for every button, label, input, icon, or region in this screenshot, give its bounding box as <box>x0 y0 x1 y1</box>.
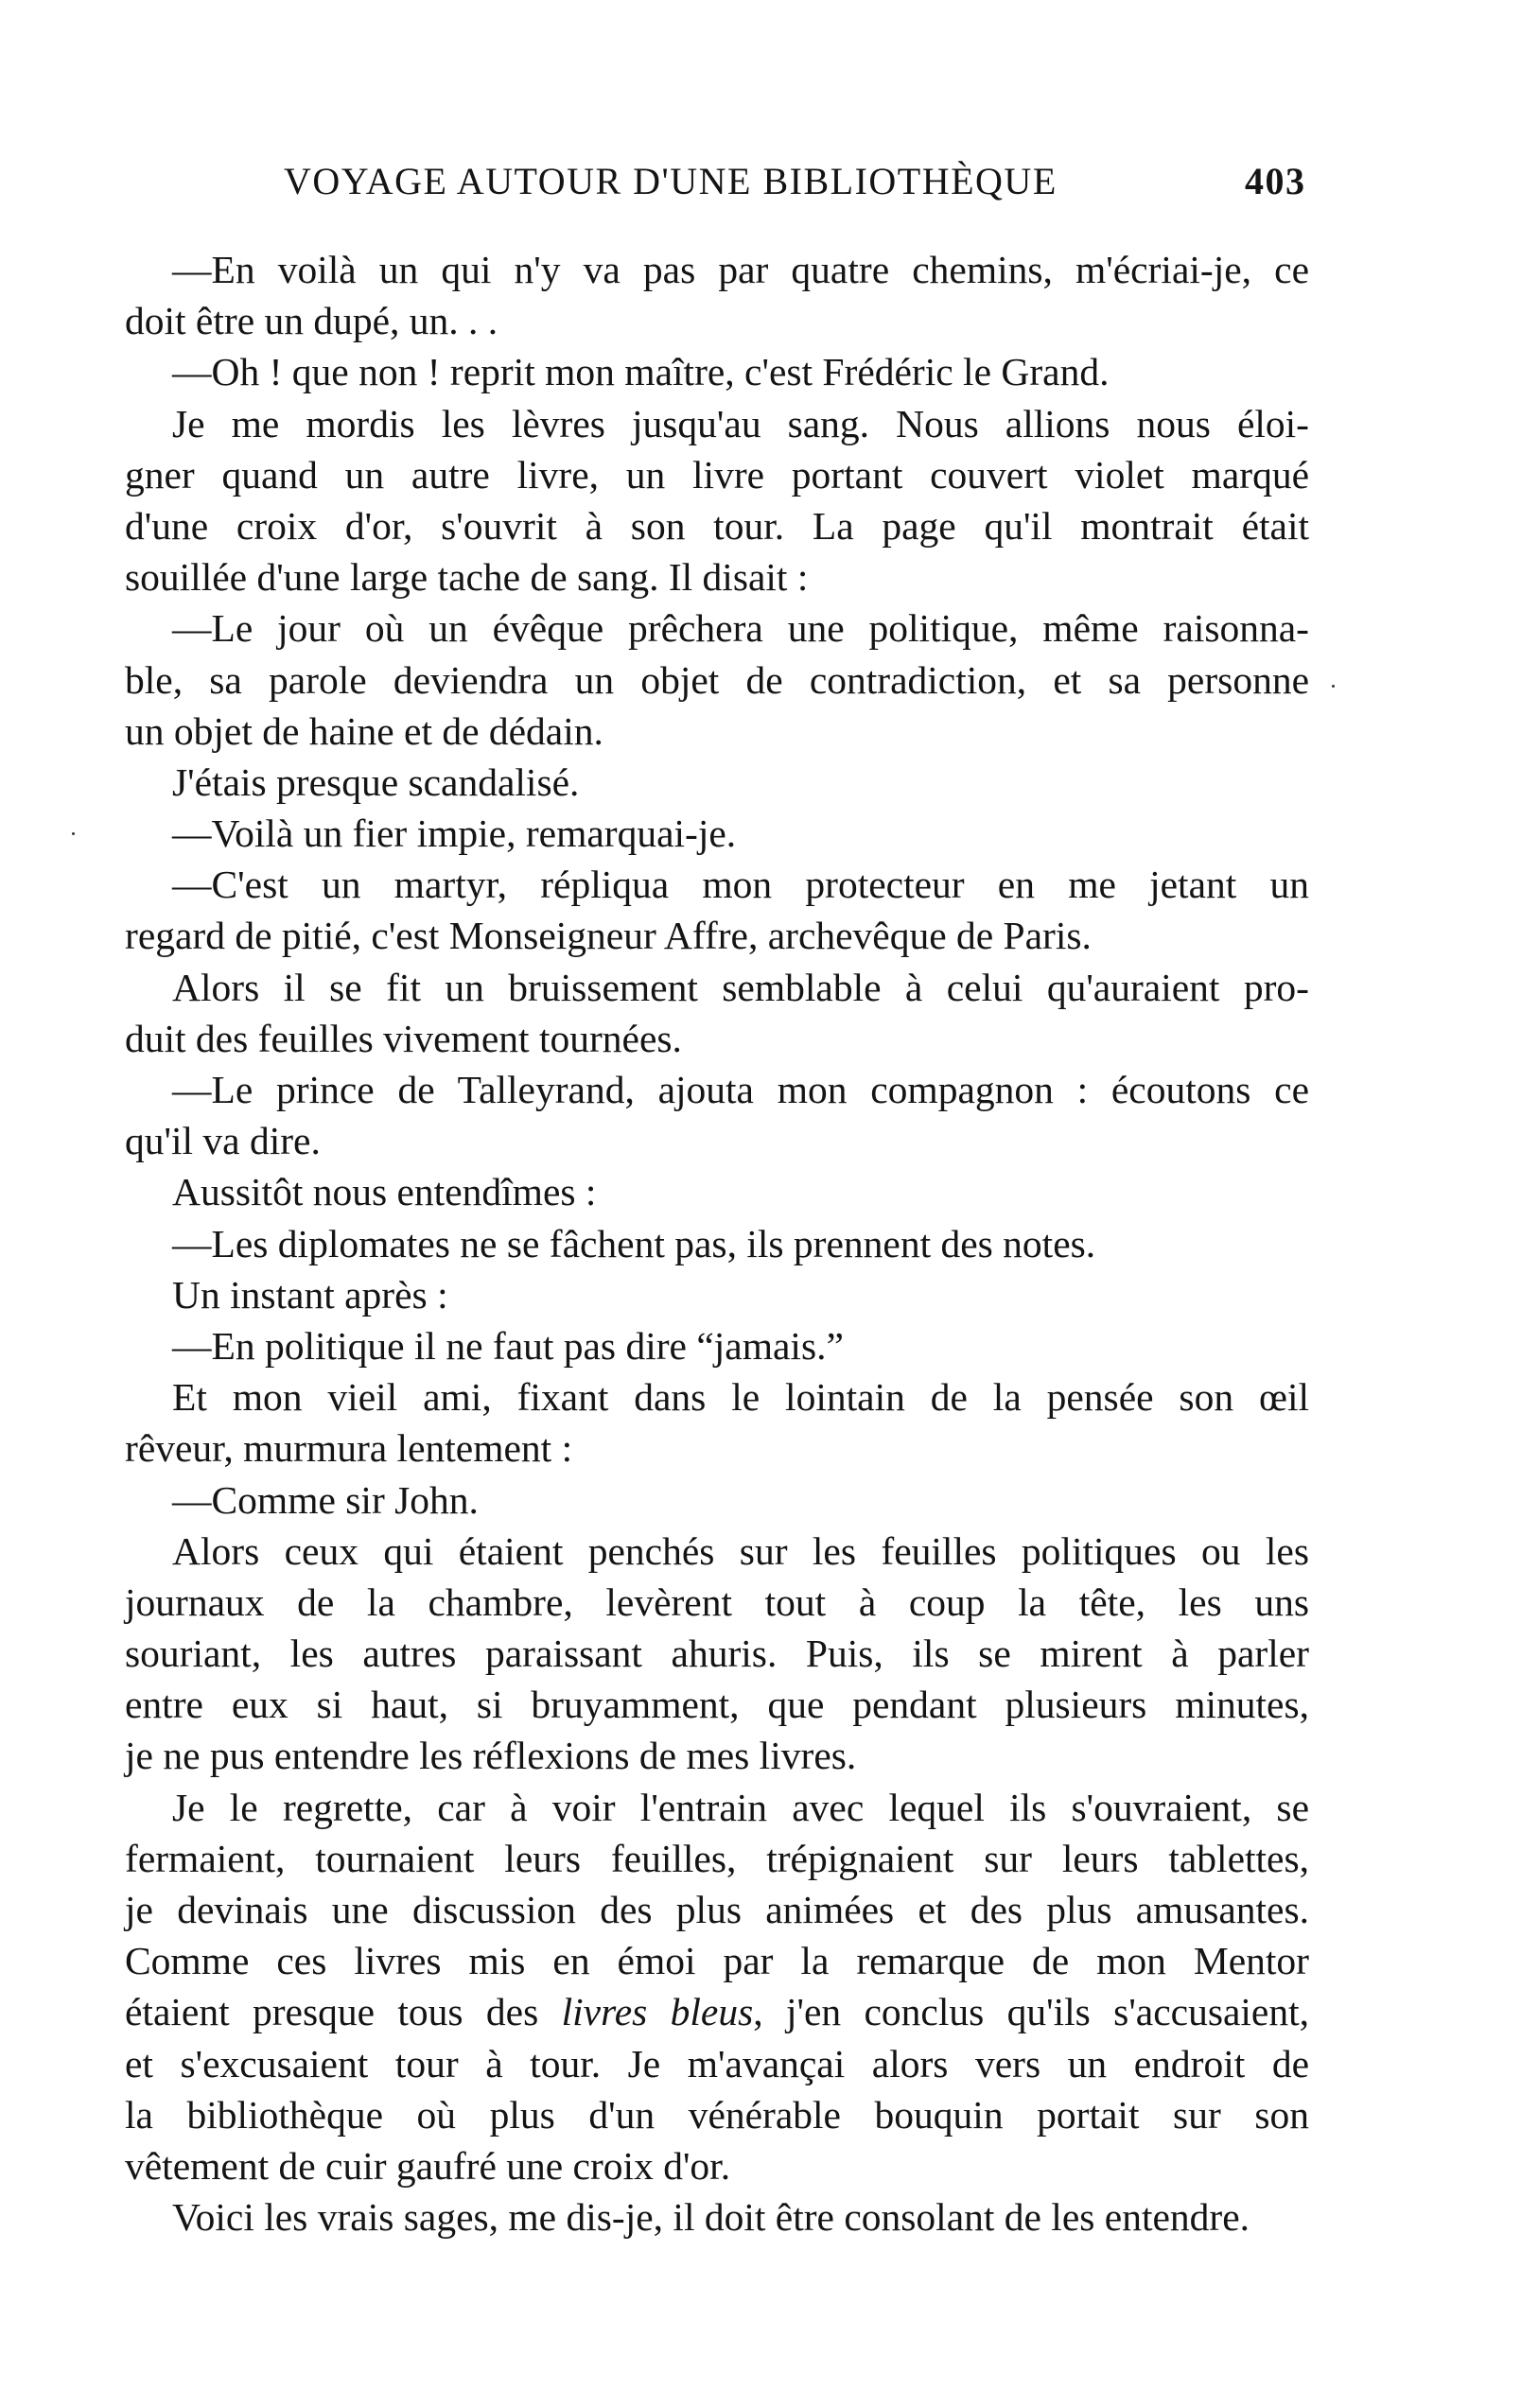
text-line: d'une croix d'or, s'ouvrit à son tour. La page qu'il montrait était <box>125 503 1309 548</box>
text-line: je ne pus entendre les réflexions de mes livres. <box>125 1734 857 1778</box>
text-line: —Comme sir John. <box>172 1477 479 1522</box>
text-line: Comme ces livres mis en émoi par la remarque de mon Mentor <box>125 1939 1309 1983</box>
text-line: duit des feuilles vivement tournées. <box>125 1016 682 1060</box>
text-line-end: , j'en conclus qu'ils s'accusaient, <box>753 1990 1309 2034</box>
text-line: fermaient, tournaient leurs feuilles, trépignaient sur leurs tablettes, <box>125 1836 1309 1880</box>
text-line: un objet de haine et de dédain. <box>125 708 603 753</box>
text-line: Et mon vieil ami, fixant dans le lointain de la pensée son œil <box>172 1375 1309 1420</box>
margin-speck <box>72 832 75 835</box>
page-number: 403 <box>1245 160 1306 202</box>
text-line: —Oh ! que non ! reprit mon maître, c'est Frédéric le Grand. <box>172 350 1110 394</box>
text-line: —C'est un martyr, répliqua mon protecteur en me jetant un <box>172 863 1309 907</box>
text-line: Je le regrette, car à voir l'entrain avec lequel ils s'ouvraient, se <box>172 1785 1309 1829</box>
text-line: Alors ceux qui étaient penchés sur les feuilles politiques ou les <box>172 1528 1309 1573</box>
italic-title: livres bleus <box>561 1990 754 2034</box>
text-line: —En politique il ne faut pas dire “jamais.” <box>172 1323 844 1368</box>
text-line: —Les diplomates ne se fâchent pas, ils prennent des notes. <box>172 1221 1096 1265</box>
text-line: —Voilà un fier impie, remarquai-je. <box>172 811 737 856</box>
text-line: souriant, les autres paraissant ahuris. Puis, ils se mirent à parler <box>125 1632 1309 1676</box>
text-line: vêtement de cuir gaufré une croix d'or. <box>125 2143 731 2188</box>
text-line: Voici les vrais sages, me dis-je, il doit être consolant de les entendre. <box>172 2195 1250 2240</box>
text-line-start: étaient presque tous des <box>125 1990 562 2034</box>
text-line: entre eux si haut, si bruyamment, que pendant plusieurs minutes, <box>125 1683 1309 1727</box>
text-line: rêveur, murmura lentement : <box>125 1426 573 1471</box>
text-line: et s'excusaient tour à tour. Je m'avançai alors vers un endroit de <box>125 2041 1309 2085</box>
text-line: la bibliothèque où plus d'un vénérable bouquin portait sur son <box>125 2092 1309 2137</box>
text-line: doit être un dupé, un. . . <box>125 299 498 343</box>
text-line: je devinais une discussion des plus animées et des plus amusantes. <box>125 1888 1309 1931</box>
text-line: Je me mordis les lèvres jusqu'au sang. Nous allions nous éloi- <box>172 401 1309 445</box>
text-line: Alors il se fit un bruissement semblable à celui qu'auraient pro- <box>172 965 1309 1009</box>
body-text <box>125 244 1309 2242</box>
text-line: regard de pitié, c'est Monseigneur Affre, archevêque de Paris. <box>125 914 1092 958</box>
text-line: Un instant après : <box>172 1272 448 1317</box>
running-header <box>284 159 1324 216</box>
text-line: —Le prince de Talleyrand, ajouta mon compagnon : écoutons ce <box>172 1068 1309 1111</box>
text-line: Aussitôt nous entendîmes : <box>172 1170 597 1214</box>
margin-speck <box>1332 685 1335 688</box>
text-line: J'étais presque scandalisé. <box>172 759 580 804</box>
text-line: ble, sa parole deviendra un objet de contradiction, et sa personne <box>125 657 1309 702</box>
text-line: qu'il va dire. <box>125 1119 321 1163</box>
text-line: journaux de la chambre, levèrent tout à coup la tête, les uns <box>125 1579 1309 1624</box>
text-line: —En voilà un qui n'y va pas par quatre chemins, m'écriai-je, ce <box>172 248 1309 291</box>
running-title: VOYAGE AUTOUR D'UNE BIBLIOTHÈQUE <box>284 160 1058 202</box>
text-line <box>125 1986 1309 2037</box>
text-line: —Le jour où un évêque prêchera une politique, même raisonna- <box>172 606 1309 651</box>
text-line: souillée d'une large tache de sang. Il disait : <box>125 555 809 600</box>
text-line: gner quand un autre livre, un livre portant couvert violet marqué <box>125 452 1309 497</box>
